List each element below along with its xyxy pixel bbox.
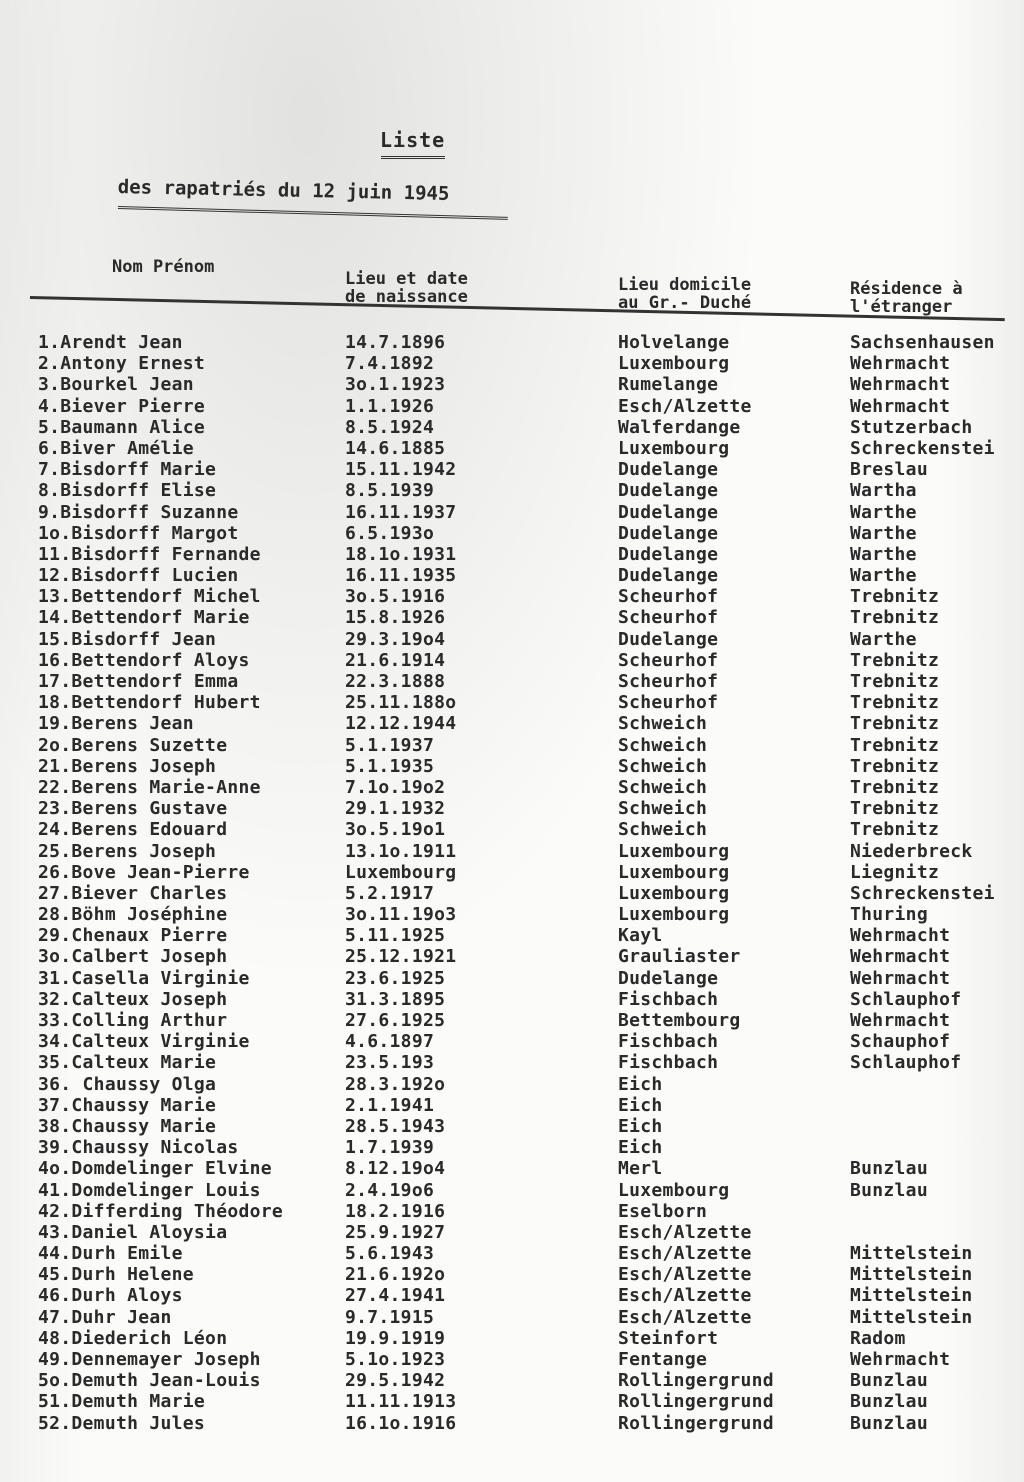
table-row <box>0 374 1024 395</box>
table-row <box>0 671 1024 692</box>
cell-name: 33.Colling Arthur <box>38 1010 228 1031</box>
cell-domicile: Esch/Alzette <box>618 1221 752 1243</box>
cell-birth: 7.4.1892 <box>345 353 435 375</box>
title-underline <box>381 156 445 159</box>
cell-domicile: Dudelange <box>618 565 719 587</box>
table-row <box>0 1413 1024 1434</box>
cell-residence: Trebnitz <box>850 713 940 735</box>
cell-name: 28.Böhm Joséphine <box>38 904 228 926</box>
cell-birth: 7.1o.19o2 <box>345 776 446 798</box>
cell-name: 38.Chaussy Marie <box>38 1115 217 1137</box>
cell-birth: 8.12.19o4 <box>345 1158 446 1180</box>
table-row <box>0 544 1024 565</box>
header-domicile-line1: Lieu domicile <box>618 275 752 295</box>
table-row <box>0 353 1024 374</box>
cell-domicile: Luxembourg <box>618 353 730 375</box>
cell-domicile: Scheurhof <box>618 586 719 608</box>
table-row <box>0 396 1024 417</box>
cell-birth: 15.8.1926 <box>345 607 446 629</box>
cell-residence: Warthe <box>850 628 917 650</box>
cell-name: 29.Chenaux Pierre <box>38 925 228 947</box>
header-domicile-line2: au Gr.- Duché <box>618 293 752 313</box>
cell-name: 1o.Bisdorff Margot <box>38 522 239 544</box>
cell-domicile: Rollingergrund <box>618 1370 774 1392</box>
cell-name: 6.Biver Amélie <box>38 437 194 459</box>
table-row <box>0 1158 1024 1179</box>
cell-domicile: Luxembourg <box>618 437 730 459</box>
table-row <box>0 1328 1024 1349</box>
table-row <box>0 1095 1024 1116</box>
cell-name: 4o.Domdelinger Elvine <box>38 1158 272 1180</box>
cell-birth: 5.1.1935 <box>345 755 435 777</box>
cell-domicile: Fentange <box>618 1349 708 1370</box>
cell-name: 16.Bettendorf Aloys <box>38 649 250 671</box>
cell-domicile: Dudelange <box>618 501 719 523</box>
cell-name: 1.Arendt Jean <box>38 332 183 353</box>
cell-domicile: Esch/Alzette <box>618 1243 752 1265</box>
cell-name: 43.Daniel Aloysia <box>38 1221 228 1243</box>
table-row <box>0 1010 1024 1031</box>
table-row <box>0 692 1024 713</box>
cell-name: 2.Antony Ernest <box>38 353 206 375</box>
cell-birth: 19.9.1919 <box>345 1327 446 1349</box>
cell-domicile: Luxembourg <box>618 882 730 904</box>
cell-domicile: Esch/Alzette <box>618 1306 752 1328</box>
cell-name: 5o.Demuth Jean-Louis <box>38 1370 261 1392</box>
table-row <box>0 523 1024 544</box>
cell-residence: Wehrmacht <box>850 925 951 947</box>
cell-residence: Wehrmacht <box>850 353 951 375</box>
cell-birth: 29.5.1942 <box>345 1370 446 1392</box>
cell-residence: Niederbreck <box>850 840 973 862</box>
cell-domicile: Scheurhof <box>618 692 719 714</box>
cell-name: 52.Demuth Jules <box>38 1412 206 1434</box>
cell-domicile: Eselborn <box>618 1200 708 1222</box>
cell-name: 44.Durh Emile <box>38 1243 183 1265</box>
cell-birth: 14.6.1885 <box>345 437 446 459</box>
table-row <box>0 819 1024 840</box>
table-row <box>0 756 1024 777</box>
cell-birth: Luxembourg <box>345 861 457 883</box>
cell-domicile: Luxembourg <box>618 840 730 862</box>
cell-residence: Wehrmacht <box>850 1010 951 1031</box>
cell-residence: Trebnitz <box>850 734 940 756</box>
cell-birth: 21.6.192o <box>345 1264 446 1286</box>
cell-domicile: Scheurhof <box>618 607 719 629</box>
cell-residence: Bunzlau <box>850 1412 928 1434</box>
cell-name: 36. Chaussy Olga <box>38 1073 217 1095</box>
header-birth-line2: de naissance <box>345 287 468 307</box>
cell-residence: Schlauphof <box>850 1052 962 1074</box>
cell-birth: 18.1o.1931 <box>345 543 457 565</box>
table-row <box>0 1307 1024 1328</box>
cell-domicile: Holvelange <box>618 332 730 353</box>
cell-birth: 2.4.19o6 <box>345 1179 435 1201</box>
table-row <box>0 798 1024 819</box>
cell-birth: 12.12.1944 <box>345 713 457 735</box>
table-row <box>0 1201 1024 1222</box>
cell-domicile: Rollingergrund <box>618 1391 774 1413</box>
cell-residence: Wehrmacht <box>850 967 951 989</box>
cell-name: 23.Berens Gustave <box>38 798 228 820</box>
cell-residence: Wehrmacht <box>850 946 951 968</box>
cell-domicile: Schweich <box>618 713 708 735</box>
table-row <box>0 1370 1024 1391</box>
cell-residence: Wehrmacht <box>850 374 951 396</box>
cell-birth: 6.5.193o <box>345 522 435 544</box>
table-row <box>0 480 1024 501</box>
cell-residence: Thuring <box>850 904 928 926</box>
cell-domicile: Schweich <box>618 776 708 798</box>
cell-birth: 1.7.1939 <box>345 1137 435 1159</box>
table-row <box>0 1116 1024 1137</box>
cell-domicile: Dudelange <box>618 628 719 650</box>
cell-domicile: Grauliaster <box>618 946 741 968</box>
cell-birth: 5.11.1925 <box>345 925 446 947</box>
cell-name: 45.Durh Helene <box>38 1264 194 1286</box>
table-row <box>0 1137 1024 1158</box>
cell-residence: Trebnitz <box>850 819 940 841</box>
cell-residence: Mittelstein <box>850 1243 973 1265</box>
cell-residence: Wehrmacht <box>850 1349 951 1370</box>
cell-birth: 3o.5.19o1 <box>345 819 446 841</box>
cell-name: 24.Berens Edouard <box>38 819 228 841</box>
cell-name: 31.Casella Virginie <box>38 967 250 989</box>
header-residence-line2: l'étranger <box>850 297 953 317</box>
table-row <box>0 1222 1024 1243</box>
table-row <box>0 1285 1024 1306</box>
cell-birth: 25.12.1921 <box>345 946 457 968</box>
cell-name: 12.Bisdorff Lucien <box>38 565 239 587</box>
cell-residence: Bunzlau <box>850 1391 928 1413</box>
cell-name: 49.Dennemayer Joseph <box>38 1349 261 1370</box>
table-row <box>0 968 1024 989</box>
cell-residence: Mittelstein <box>850 1285 973 1307</box>
cell-name: 48.Diederich Léon <box>38 1327 228 1349</box>
cell-name: 51.Demuth Marie <box>38 1391 206 1413</box>
table-row <box>0 777 1024 798</box>
cell-name: 41.Domdelinger Louis <box>38 1179 261 1201</box>
cell-residence: Wartha <box>850 480 917 502</box>
table-row <box>0 883 1024 904</box>
cell-name: 27.Biever Charles <box>38 882 228 904</box>
cell-birth: 3o.11.19o3 <box>345 904 457 926</box>
cell-residence: Liegnitz <box>850 861 940 883</box>
cell-domicile: Bettembourg <box>618 1010 741 1031</box>
repatriates-table <box>0 332 1024 1434</box>
cell-name: 26.Bove Jean-Pierre <box>38 861 250 883</box>
cell-name: 15.Bisdorff Jean <box>38 628 217 650</box>
cell-birth: 14.7.1896 <box>345 332 446 353</box>
cell-residence: Mittelstein <box>850 1306 973 1328</box>
cell-birth: 21.6.1914 <box>345 649 446 671</box>
cell-domicile: Steinfort <box>618 1327 719 1349</box>
cell-name: 11.Bisdorff Fernande <box>38 543 261 565</box>
cell-residence: Schlauphof <box>850 988 962 1010</box>
cell-name: 19.Berens Jean <box>38 713 194 735</box>
cell-residence: Schauphof <box>850 1031 951 1053</box>
cell-residence: Stutzerbach <box>850 416 973 438</box>
table-row <box>0 989 1024 1010</box>
cell-birth: 29.1.1932 <box>345 798 446 820</box>
cell-birth: 5.1.1937 <box>345 734 435 756</box>
table-row <box>0 1391 1024 1412</box>
cell-residence: Wehrmacht <box>850 395 951 417</box>
cell-name: 9.Bisdorff Suzanne <box>38 501 239 523</box>
cell-residence: Mittelstein <box>850 1264 973 1286</box>
cell-birth: 13.1o.1911 <box>345 840 457 862</box>
cell-domicile: Walferdange <box>618 416 741 438</box>
cell-birth: 16.1o.1916 <box>345 1412 457 1434</box>
cell-birth: 23.5.193 <box>345 1052 435 1074</box>
cell-name: 13.Bettendorf Michel <box>38 586 261 608</box>
cell-birth: 4.6.1897 <box>345 1031 435 1053</box>
cell-domicile: Schweich <box>618 798 708 820</box>
cell-residence: Sachsenhausen <box>850 332 995 353</box>
header-residence-line1: Résidence à <box>850 279 963 299</box>
cell-birth: 3o.1.1923 <box>345 374 446 396</box>
cell-domicile: Fischbach <box>618 988 719 1010</box>
table-row <box>0 586 1024 607</box>
cell-domicile: Fischbach <box>618 1031 719 1053</box>
cell-birth: 27.4.1941 <box>345 1285 446 1307</box>
cell-residence: Warthe <box>850 543 917 565</box>
table-row <box>0 417 1024 438</box>
header-birth-line1: Lieu et date <box>345 269 468 289</box>
cell-birth: 23.6.1925 <box>345 967 446 989</box>
table-row <box>0 946 1024 967</box>
cell-birth: 16.11.1937 <box>345 501 457 523</box>
cell-residence: Trebnitz <box>850 755 940 777</box>
cell-residence: Warthe <box>850 522 917 544</box>
cell-birth: 22.3.1888 <box>345 671 446 692</box>
table-row <box>0 438 1024 459</box>
table-row <box>0 1264 1024 1285</box>
cell-name: 46.Durh Aloys <box>38 1285 183 1307</box>
cell-domicile: Luxembourg <box>618 904 730 926</box>
cell-domicile: Dudelange <box>618 459 719 481</box>
cell-domicile: Dudelange <box>618 480 719 502</box>
cell-birth: 31.3.1895 <box>345 988 446 1010</box>
cell-domicile: Luxembourg <box>618 861 730 883</box>
table-row <box>0 607 1024 628</box>
cell-birth: 5.6.1943 <box>345 1243 435 1265</box>
cell-residence: Trebnitz <box>850 649 940 671</box>
cell-birth: 5.2.1917 <box>345 882 435 904</box>
cell-birth: 16.11.1935 <box>345 565 457 587</box>
header-domicile <box>618 276 751 312</box>
cell-residence: Trebnitz <box>850 776 940 798</box>
cell-domicile: Esch/Alzette <box>618 395 752 417</box>
cell-birth: 8.5.1924 <box>345 416 435 438</box>
cell-name: 22.Berens Marie-Anne <box>38 776 261 798</box>
cell-name: 21.Berens Joseph <box>38 755 217 777</box>
table-row <box>0 502 1024 523</box>
cell-residence: Trebnitz <box>850 671 940 692</box>
table-row <box>0 713 1024 734</box>
cell-birth: 28.5.1943 <box>345 1115 446 1137</box>
cell-domicile: Schweich <box>618 819 708 841</box>
cell-name: 18.Bettendorf Hubert <box>38 692 261 714</box>
cell-domicile: Dudelange <box>618 543 719 565</box>
cell-domicile: Merl <box>618 1158 663 1180</box>
cell-domicile: Rumelange <box>618 374 719 396</box>
cell-birth: 11.11.1913 <box>345 1391 457 1413</box>
table-row <box>0 1349 1024 1370</box>
table-row <box>0 1031 1024 1052</box>
cell-birth: 3o.5.1916 <box>345 586 446 608</box>
header-name: Nom Prénom <box>112 257 215 277</box>
page-subtitle: des rapatriés du 12 juin 1945 <box>117 176 450 205</box>
cell-domicile: Esch/Alzette <box>618 1285 752 1307</box>
cell-birth: 29.3.19o4 <box>345 628 446 650</box>
cell-birth: 27.6.1925 <box>345 1010 446 1031</box>
cell-birth: 8.5.1939 <box>345 480 435 502</box>
cell-domicile: Scheurhof <box>618 671 719 692</box>
table-row <box>0 1180 1024 1201</box>
cell-name: 47.Duhr Jean <box>38 1306 172 1328</box>
cell-name: 42.Differding Théodore <box>38 1200 284 1222</box>
cell-residence: Bunzlau <box>850 1370 928 1392</box>
cell-name: 34.Calteux Virginie <box>38 1031 250 1053</box>
cell-name: 14.Bettendorf Marie <box>38 607 250 629</box>
table-row <box>0 650 1024 671</box>
table-row <box>0 862 1024 883</box>
cell-name: 2o.Berens Suzette <box>38 734 228 756</box>
cell-domicile: Eich <box>618 1073 663 1095</box>
table-row <box>0 629 1024 650</box>
cell-domicile: Scheurhof <box>618 649 719 671</box>
table-row <box>0 1243 1024 1264</box>
cell-residence: Bunzlau <box>850 1179 928 1201</box>
cell-domicile: Eich <box>618 1115 663 1137</box>
cell-name: 5.Baumann Alice <box>38 416 206 438</box>
cell-name: 17.Bettendorf Emma <box>38 671 239 692</box>
cell-birth: 2.1.1941 <box>345 1094 435 1116</box>
header-residence <box>850 280 963 316</box>
header-birth <box>345 270 468 306</box>
cell-domicile: Esch/Alzette <box>618 1264 752 1286</box>
cell-birth: 25.9.1927 <box>345 1221 446 1243</box>
cell-birth: 18.2.1916 <box>345 1200 446 1222</box>
table-row <box>0 735 1024 756</box>
cell-residence: Trebnitz <box>850 798 940 820</box>
page-title: Liste <box>380 128 446 152</box>
cell-birth: 1.1.1926 <box>345 395 435 417</box>
cell-residence: Bunzlau <box>850 1158 928 1180</box>
table-row <box>0 332 1024 353</box>
cell-domicile: Fischbach <box>618 1052 719 1074</box>
cell-birth: 25.11.188o <box>345 692 457 714</box>
cell-residence: Warthe <box>850 565 917 587</box>
cell-domicile: Schweich <box>618 734 708 756</box>
cell-birth: 9.7.1915 <box>345 1306 435 1328</box>
cell-name: 32.Calteux Joseph <box>38 988 228 1010</box>
cell-domicile: Rollingergrund <box>618 1412 774 1434</box>
table-row <box>0 925 1024 946</box>
cell-residence: Warthe <box>850 501 917 523</box>
cell-residence: Trebnitz <box>850 607 940 629</box>
table-row <box>0 904 1024 925</box>
cell-name: 35.Calteux Marie <box>38 1052 217 1074</box>
cell-name: 7.Bisdorff Marie <box>38 459 217 481</box>
cell-residence: Trebnitz <box>850 692 940 714</box>
cell-name: 3o.Calbert Joseph <box>38 946 228 968</box>
cell-name: 39.Chaussy Nicolas <box>38 1137 239 1159</box>
cell-name: 8.Bisdorff Elise <box>38 480 217 502</box>
cell-name: 37.Chaussy Marie <box>38 1094 217 1116</box>
cell-domicile: Eich <box>618 1094 663 1116</box>
subtitle-underline <box>118 206 508 220</box>
cell-residence: Radom <box>850 1327 906 1349</box>
cell-domicile: Schweich <box>618 755 708 777</box>
cell-residence: Schreckenstei <box>850 437 995 459</box>
table-row <box>0 565 1024 586</box>
table-row <box>0 1074 1024 1095</box>
cell-domicile: Eich <box>618 1137 663 1159</box>
cell-domicile: Dudelange <box>618 522 719 544</box>
cell-birth: 15.11.1942 <box>345 459 457 481</box>
cell-name: 25.Berens Joseph <box>38 840 217 862</box>
cell-residence: Breslau <box>850 459 928 481</box>
cell-residence: Trebnitz <box>850 586 940 608</box>
cell-domicile: Luxembourg <box>618 1179 730 1201</box>
cell-residence: Schreckenstei <box>850 882 995 904</box>
cell-name: 3.Bourkel Jean <box>38 374 194 396</box>
cell-birth: 5.1o.1923 <box>345 1349 446 1370</box>
table-row <box>0 459 1024 480</box>
cell-name: 4.Biever Pierre <box>38 395 206 417</box>
cell-domicile: Kayl <box>618 925 663 947</box>
cell-domicile: Dudelange <box>618 967 719 989</box>
table-row <box>0 1052 1024 1073</box>
table-row <box>0 841 1024 862</box>
cell-birth: 28.3.192o <box>345 1073 446 1095</box>
